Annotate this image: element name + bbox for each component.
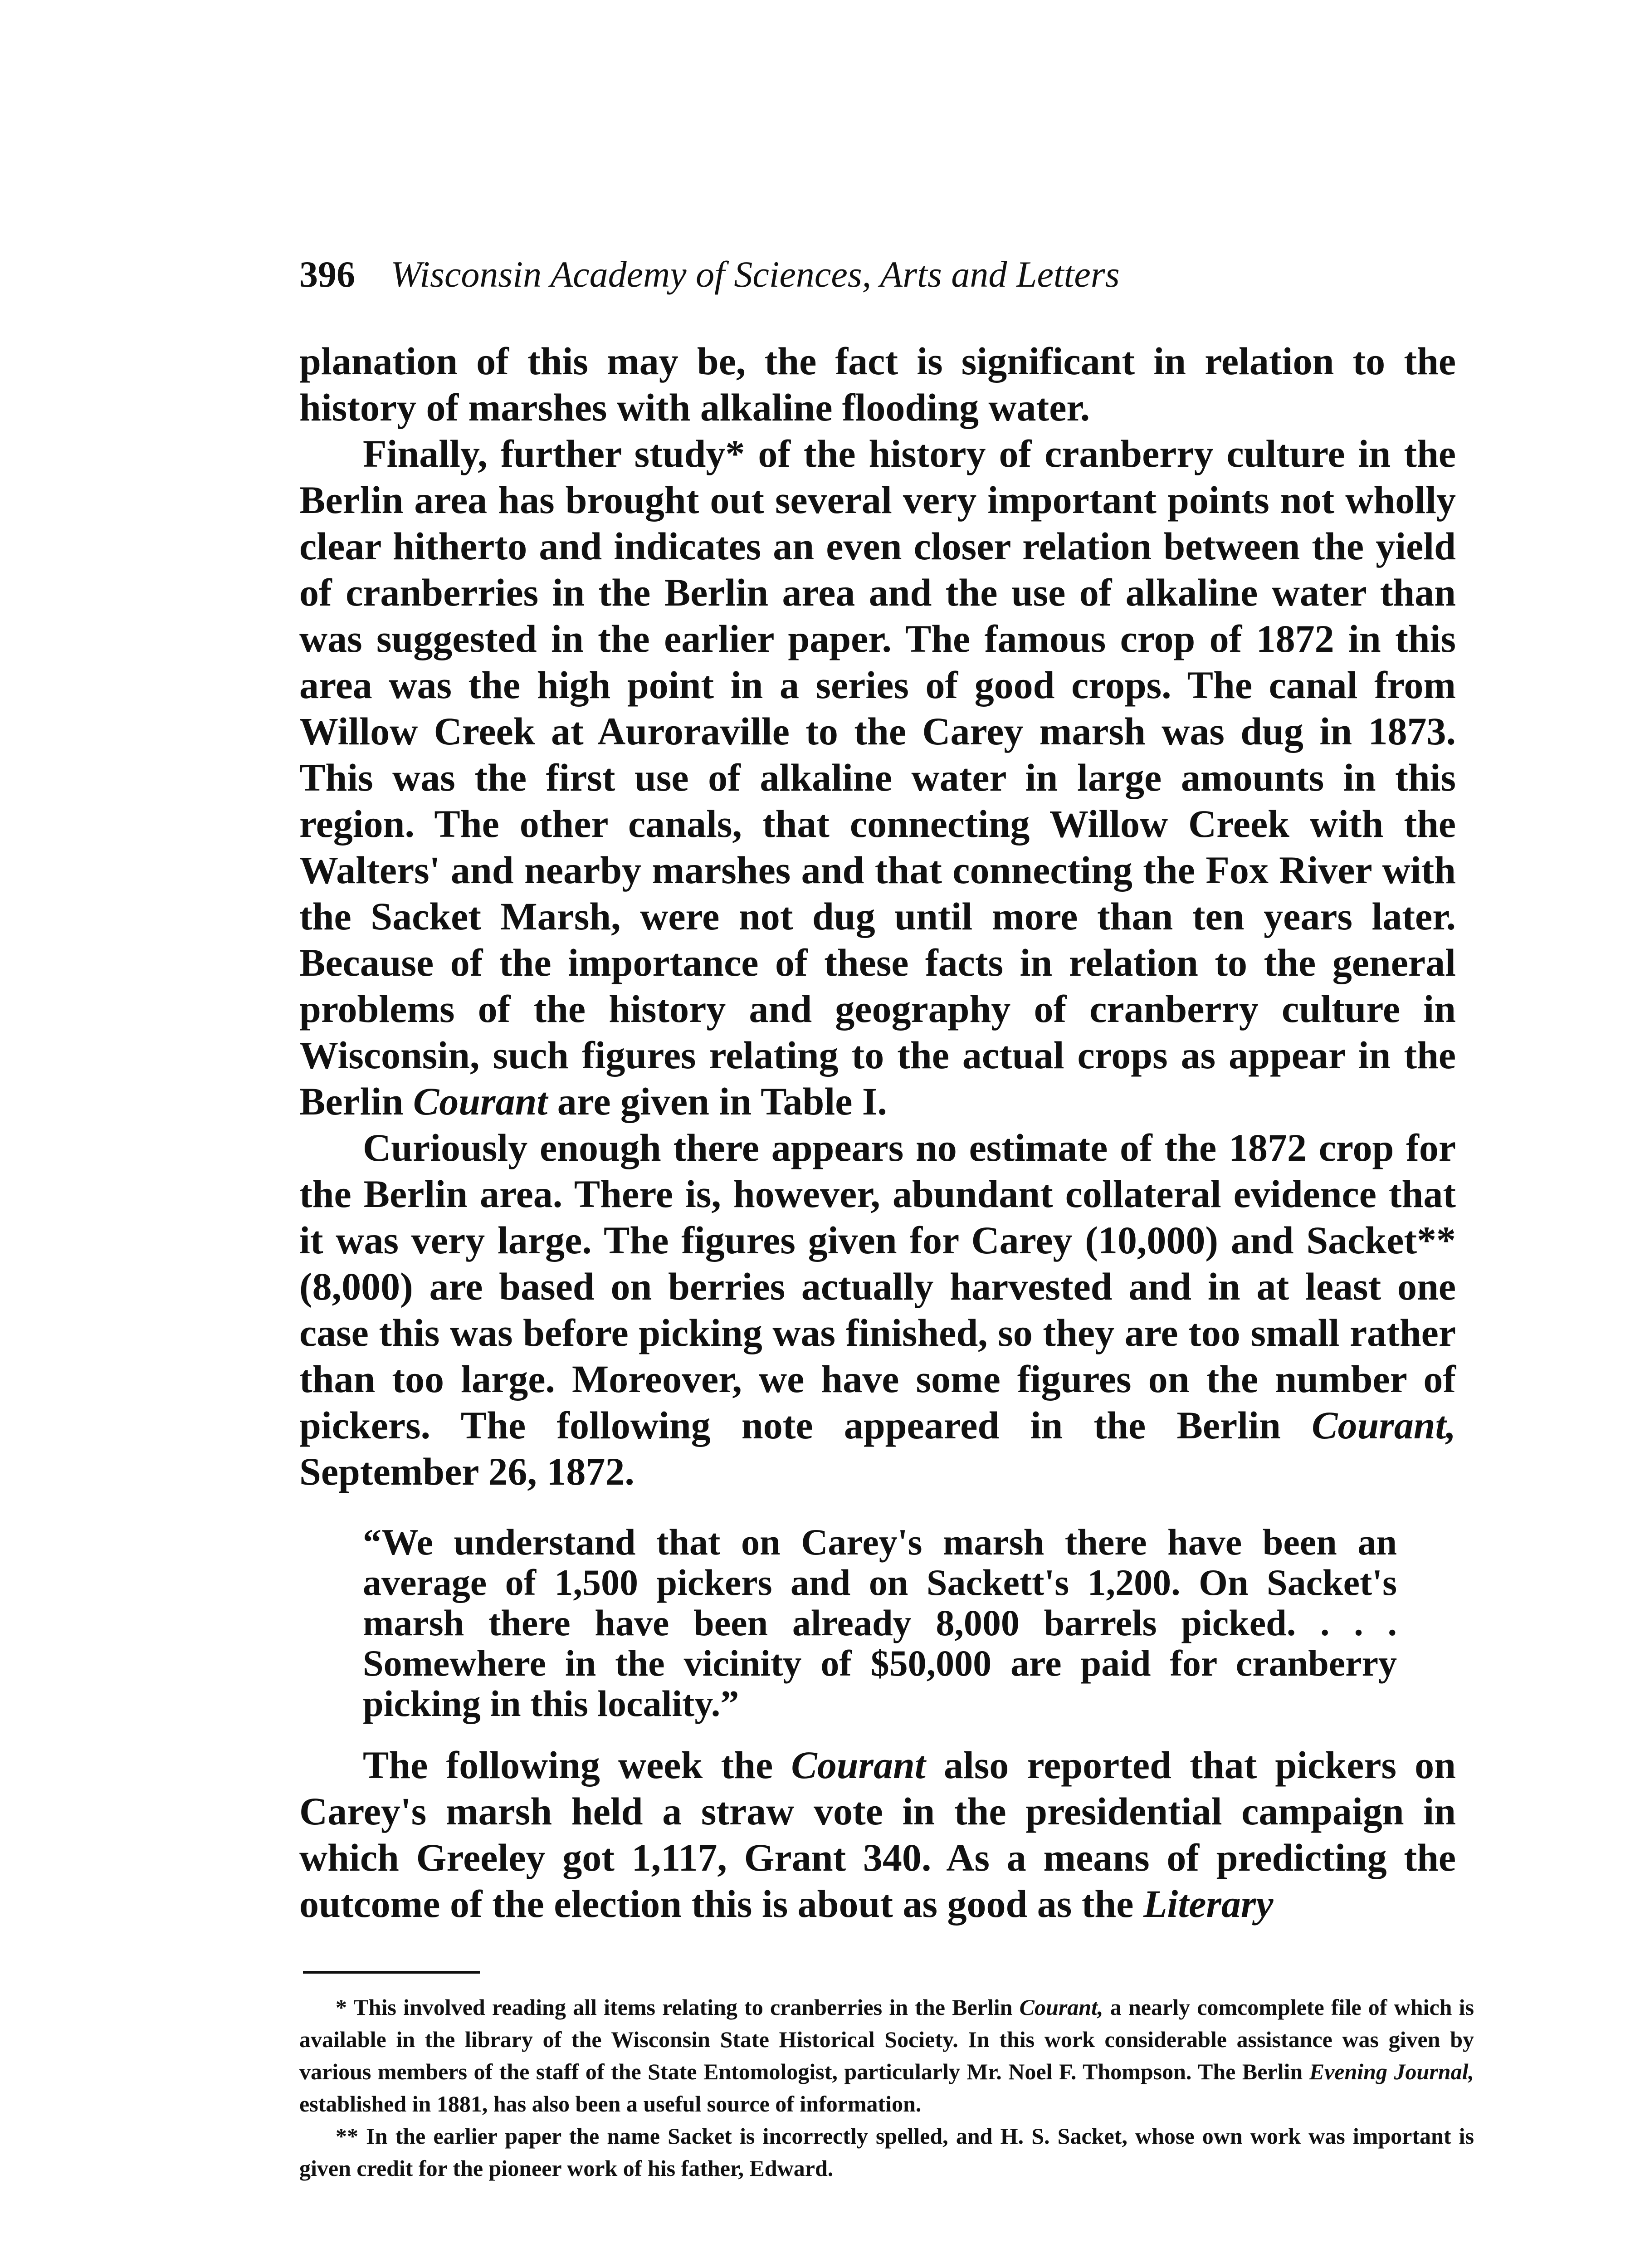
paragraph-text: Finally, further study* of the history of cranberry culture in the Berlin area has brought out several very important points not wholly clear hitherto and indicates an even closer relation between the yield of cranberries in the Berlin area and the use of alkaline water than was suggested in the earlier paper. The famous crop of 1872 in this area was the high point in a series of good crops. The canal from Willow Creek at Auroraville to the Carey marsh was dug in 1873. This was the first use of alkaline water in large amounts in this region. The other canals, that connecting Willow Creek with the Walters' and nearby marshes and that connecting the Fox River with the Sacket Marsh, were not dug until more than ten years later. Because of the importance of these facts in relation to the general problems of the history and geography of cranberry culture in Wisconsin, such figures relating to the actual crops as appear in the Berlin: [299, 432, 1456, 1123]
footnote-text: * This involved reading all items relating to cranberries in the Berlin: [336, 1994, 1013, 2020]
paragraph-text: September 26, 1872.: [299, 1450, 635, 1493]
paragraph-text: also reported that pickers on Carey's marsh held a straw vote in the presidential campaign in which Greeley got 1,117, Grant 340. As a means of predicting the outcome of the election this is about as good as the: [299, 1743, 1456, 1926]
footnote-journal-italic: Evening Journal,: [1309, 2059, 1474, 2084]
footnote-rule: [303, 1971, 480, 1974]
running-title: Wisconsin Academy of Sciences, Arts and Letters: [390, 254, 1120, 295]
paragraph-text: The following week the: [363, 1743, 773, 1787]
footnote-courant-italic: Courant,: [1019, 1994, 1103, 2020]
paragraph-further-study: [299, 430, 1456, 1124]
courant-italic: Courant: [413, 1080, 548, 1123]
paragraph-curiously: [299, 1124, 1456, 1495]
paragraph-continuation: [299, 338, 1456, 430]
paragraph-following-week: [299, 1742, 1456, 1927]
paragraph-text: planation of this may be, the fact is significant in relation to the history of marshes with alkaline flooding water.: [299, 339, 1456, 429]
page-number: 396: [299, 254, 355, 295]
footnote-1: [299, 1991, 1474, 2120]
courant-italic: Courant: [791, 1743, 926, 1787]
block-quote: “We understand that on Carey's marsh there have been an average of 1,500 pickers and on Sackett's 1,200. On Sacket's marsh there have been already 8,000 barrels picked. . . . Somewhere in the vicinity of $50,000 are paid for cranberry picking in this locality.”: [363, 1521, 1397, 1724]
paragraph-text: Curiously enough there appears no estimate of the 1872 crop for the Berlin area. There is, however, abundant collateral evidence that it was very large. The figures given for Carey (10,000) and Sacket** (8,000) are based on berries actually harvested and in at least one case this was before picking was finished, so they are too small rather than too large. Moreover, we have some figures on the number of pickers. The following note appeared in the Berlin: [299, 1126, 1456, 1447]
courant-italic: Courant,: [1312, 1403, 1456, 1447]
paragraph-text: are given in Table I.: [557, 1080, 887, 1123]
page-header: [299, 252, 1352, 297]
footnote-2: [299, 2120, 1474, 2185]
footnote-text: a nearly comcomplete file of which is available in the library of the Wisconsin State Historical Society. In this work considerable assistance was given by various members of the staff of the State Entomologist, particularly Mr. Noel F. Thompson. The Berlin: [299, 1994, 1474, 2084]
footnote-text: established in 1881, has also been a useful source of information.: [299, 2091, 922, 2116]
body-text: [299, 338, 1456, 1927]
footnote-text: ** In the earlier paper the name Sacket is incorrectly spelled, and H. S. Sacket, whose own work was important is given credit for the pioneer work of his father, Edward.: [299, 2123, 1474, 2181]
literary-italic: Literary: [1143, 1882, 1274, 1926]
footnotes: [299, 1991, 1474, 2185]
